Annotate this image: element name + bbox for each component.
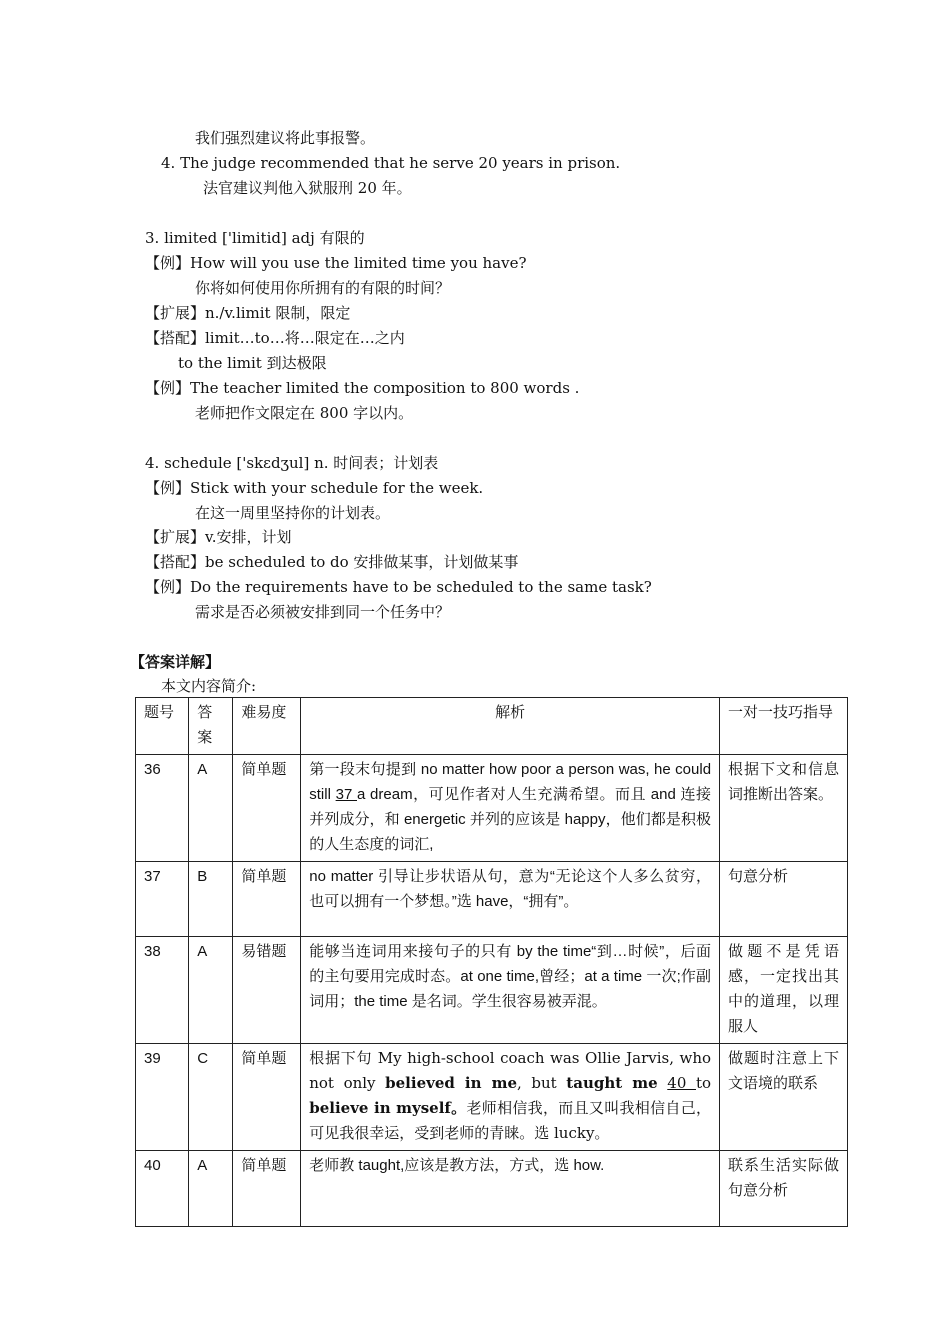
question-number: 39 (136, 1044, 189, 1151)
bold-punctuation: 。 (450, 1099, 467, 1117)
header-answer: 答案 (189, 698, 233, 755)
analysis-cell: 老师教 taught,应该是教方法，方式，选 how. (301, 1151, 720, 1227)
line-chinese-2: 法官建议判他入狱服刑 20 年。 (203, 179, 412, 197)
tip-cell: 根据下文和信息词推断出答案。 (720, 755, 848, 862)
line-chinese: 在这一周里坚持你的计划表。 (195, 504, 391, 522)
header-difficulty: 难易度 (233, 698, 301, 755)
line-chinese: 老师把作文限定在 800 字以内。 (195, 404, 414, 422)
analysis-cell: 能够当连词用来接句子的只有 by the time“到…时候”，后面的主句要用完成时态。at one time,曾经；at a time 一次;作副词用；the time 是名词。学生很容易被弄混。 (301, 937, 720, 1044)
line-chinese-1: 我们强烈建议将此事报警。 (195, 129, 376, 147)
line-extension: 【扩展】v.安排，计划 (145, 528, 292, 546)
answer-letter: C (189, 1044, 233, 1151)
answer-letter: A (189, 1151, 233, 1227)
table-row (136, 1044, 848, 1151)
blank-number: 37 (335, 786, 357, 803)
entry-schedule-heading: 4. schedule ['skɛdʒul] n. 时间表；计划表 (145, 454, 439, 472)
line-example-4: 4. The judge recommended that he serve 20 years in prison. (161, 154, 621, 172)
line-example: 【例】How will you use the limited time you have? (145, 254, 527, 272)
blank-number: 40 (667, 1074, 696, 1092)
header-tip: 一对一技巧指导 (720, 698, 848, 755)
answer-letter: A (189, 755, 233, 862)
line-collocation-2: to the limit 到达极限 (178, 354, 327, 372)
answer-table (135, 697, 848, 1227)
line-example: 【例】The teacher limited the composition to 800 words . (145, 379, 580, 397)
difficulty: 简单题 (233, 862, 301, 937)
line-collocation: 【搭配】limit…to…将…限定在…之内 (145, 329, 405, 347)
analysis-text: 根据下句 My high-school coach was Ollie Jarvis, who not only (309, 1049, 712, 1092)
line-chinese: 需求是否必须被安排到同一个任务中？ (195, 603, 451, 621)
table-row (136, 755, 848, 862)
table-header-row (136, 698, 848, 755)
question-number: 37 (136, 862, 189, 937)
answer-letter: A (189, 937, 233, 1044)
analysis-text: to (695, 1074, 712, 1092)
line-extension: 【扩展】n./v.limit 限制，限定 (145, 304, 351, 322)
difficulty: 简单题 (233, 755, 301, 862)
analysis-cell (301, 1044, 720, 1151)
difficulty: 易错题 (233, 937, 301, 1044)
header-number: 题号 (136, 698, 189, 755)
answer-section-heading: 【答案详解】 (130, 653, 221, 671)
analysis-text: a dream，可见作者对人生充满希望。而且 and 连接并列成分，和 energetic 并列的应该是 happy，他们都是积极的人生态度的词汇, (309, 786, 712, 853)
answer-letter: B (189, 862, 233, 937)
tip-cell: 做题时注意上下文语境的联系 (720, 1044, 848, 1151)
difficulty: 简单题 (233, 1151, 301, 1227)
entry-limited-heading: 3. limited ['limitid] adj 有限的 (145, 229, 365, 247)
tip-cell: 句意分析 (720, 862, 848, 937)
bold-phrase: believed in me (385, 1074, 518, 1092)
header-analysis: 解析 (301, 698, 720, 755)
analysis-cell (301, 755, 720, 862)
tip-cell: 做题不是凭语感，一定找出其中的道理，以理服人 (720, 937, 848, 1044)
analysis-cell: no matter 引导让步状语从句，意为“无论这个人多么贫穷，也可以拥有一个梦想。”选 have，“拥有”。 (301, 862, 720, 937)
intro-label: 本文内容简介: (161, 677, 257, 695)
question-number: 36 (136, 755, 189, 862)
bold-phrase: believe in myself (309, 1099, 451, 1117)
question-number: 40 (136, 1151, 189, 1227)
line-collocation: 【搭配】be scheduled to do 安排做某事，计划做某事 (145, 553, 519, 571)
analysis-text: 第一段末句提到 no matter how poor a person was, he could still (309, 761, 712, 803)
question-number: 38 (136, 937, 189, 1044)
tip-cell: 联系生活实际做句意分析 (720, 1151, 848, 1227)
table-row (136, 1151, 848, 1227)
table-row (136, 862, 848, 937)
bold-phrase: taught me (566, 1074, 658, 1092)
difficulty: 简单题 (233, 1044, 301, 1151)
analysis-text: , but (517, 1074, 567, 1092)
line-example: 【例】Stick with your schedule for the week. (145, 479, 484, 497)
line-chinese: 你将如何使用你所拥有的有限的时间？ (195, 279, 451, 297)
line-example: 【例】Do the requirements have to be scheduled to the same task? (145, 578, 652, 596)
analysis-text: 老师相信我，而且又叫我相信自己，可见我很幸运，受到老师的青睐。选 lucky。 (309, 1099, 712, 1142)
table-row (136, 937, 848, 1044)
